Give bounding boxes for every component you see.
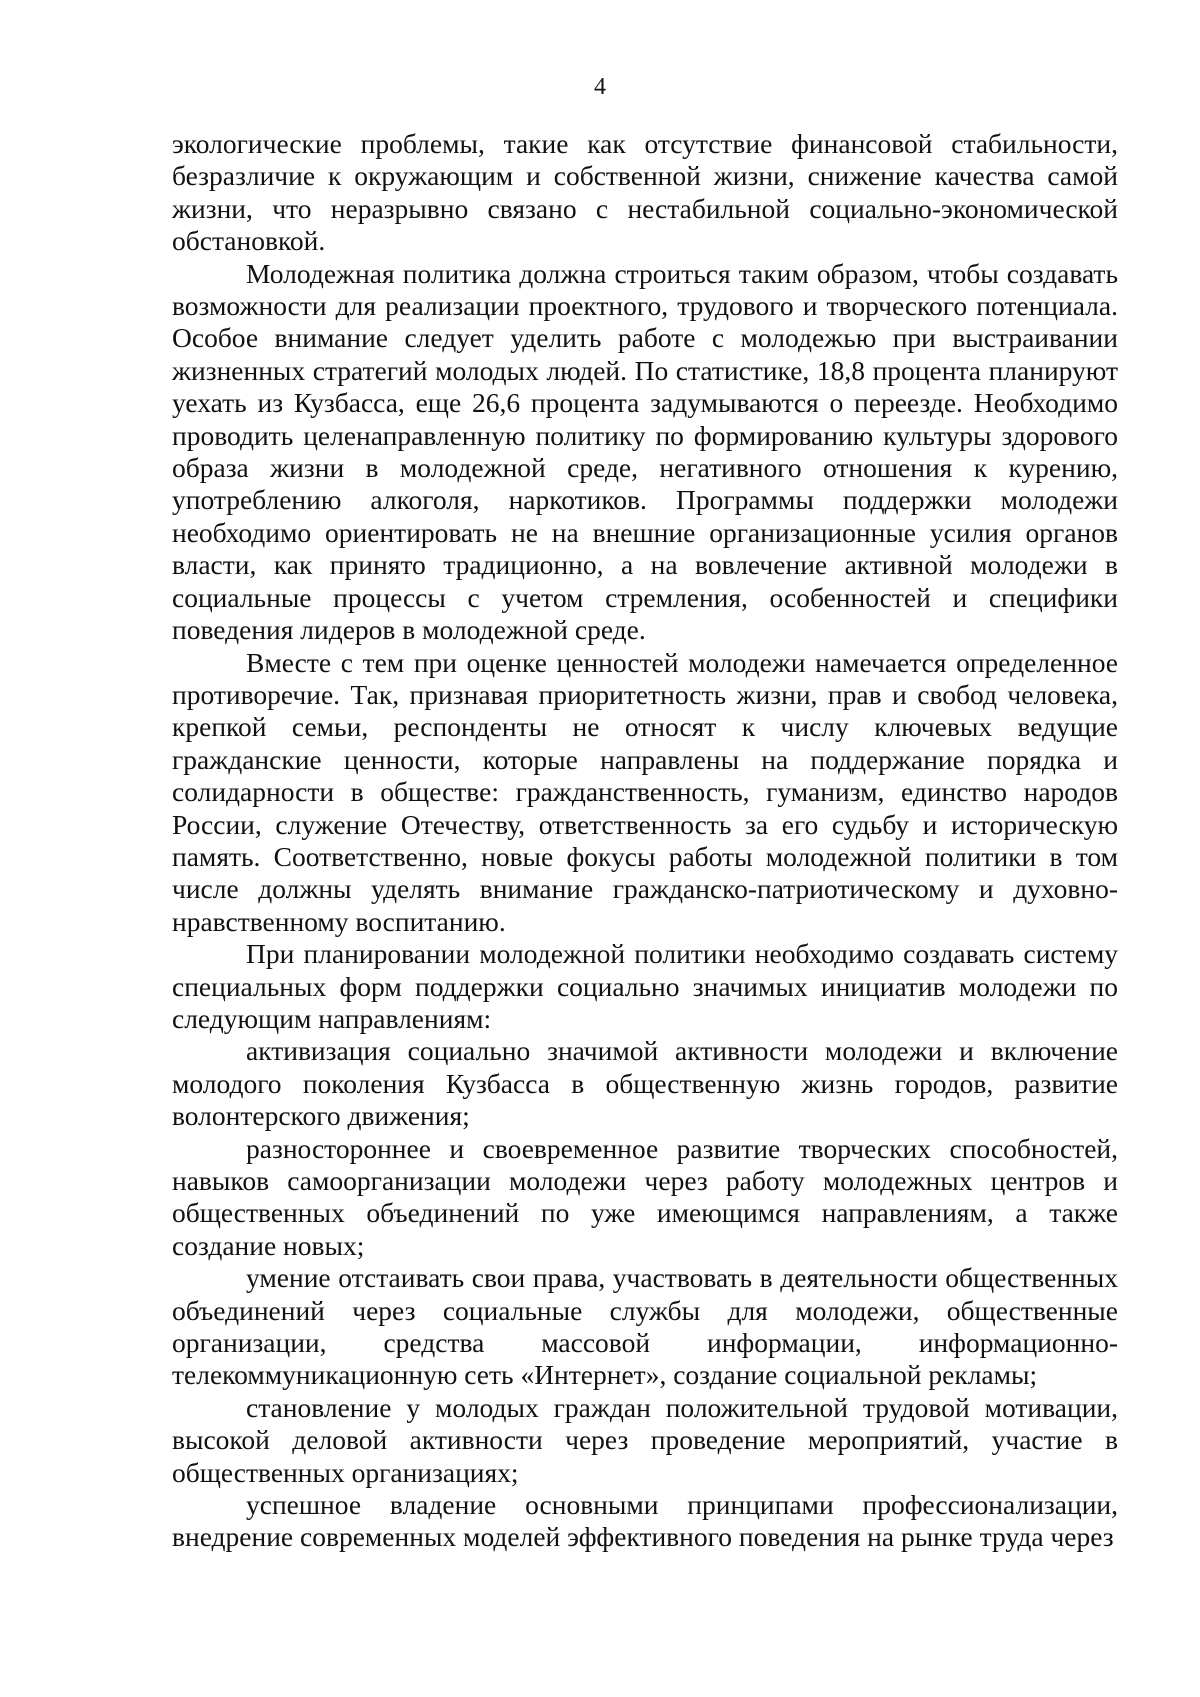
paragraph-support-directions: При планировании молодежной политики необходимо создавать систему специальных форм поддержки социально значимых инициатив молодежи по следующим направлениям:	[172, 938, 1118, 1034]
list-item-rights-participation: умение отстаивать свои права, участвовать в деятельности общественных объединений через социальные службы для молодежи, общественные организации, средства массовой информации, информационно-телекоммуникационную сеть «Интернет», создание социальной рекламы;	[172, 1262, 1118, 1391]
paragraph-values-contradiction: Вместе с тем при оценке ценностей молодежи намечается определенное противоречие. Так, признавая приоритетность жизни, прав и свобод человека, крепкой семьи, респонденты не относят к числу ключевых ведущие гражданские ценности, которые направлены на поддержание порядка и солидарности в обществе: гражданственность, гуманизм, единство народов России, служение Отечеству, ответственность за его судьбу и историческую память. Соответственно, новые фокусы работы молодежной политики в том числе должны уделять внимание гражданско-патриотическому и духовно-нравственному воспитанию.	[172, 646, 1118, 937]
page-number: 4	[594, 74, 606, 100]
list-item-labor-motivation: становление у молодых граждан положительной трудовой мотивации, высокой деловой активности через проведение мероприятий, участие в общественных организациях;	[172, 1391, 1118, 1488]
paragraph-continuation: экологические проблемы, такие как отсутствие финансовой стабильности, безразличие к окружающим и собственной жизни, снижение качества самой жизни, что неразрывно связано с нестабильной социально-экономической обстановкой.	[172, 128, 1118, 257]
document-body	[172, 128, 1118, 1554]
list-item-social-activity: активизация социально значимой активности молодежи и включение молодого поколения Кузбасса в общественную жизнь городов, развитие волонтерского движения;	[172, 1035, 1118, 1132]
paragraph-youth-policy: Молодежная политика должна строиться таким образом, чтобы создавать возможности для реализации проектного, трудового и творческого потенциала. Особое внимание следует уделить работе с молодежью при выстраивании жизненных стратегий молодых людей. По статистике, 18,8 процента планируют уехать из Кузбасса, еще 26,6 процента задумываются о переезде. Необходимо проводить целенаправленную политику по формированию культуры здорового образа жизни в молодежной среде, негативного отношения к курению, употреблению алкоголя, наркотиков. Программы поддержки молодежи необходимо ориентировать не на внешние организационные усилия органов власти, как принято традиционно, а на вовлечение активной молодежи в социальные процессы с учетом стремления, особенностей и специфики поведения лидеров в молодежной среде.	[172, 257, 1118, 646]
list-item-professionalization: успешное владение основными принципами профессионализации, внедрение современных моделей эффективного поведения на рынке труда через	[172, 1489, 1118, 1553]
list-item-creative-development: разностороннее и своевременное развитие творческих способностей, навыков самоорганизации молодежи через работу молодежных центров и общественных объединений по уже имеющимся направлениям, а также создание новых;	[172, 1132, 1118, 1261]
